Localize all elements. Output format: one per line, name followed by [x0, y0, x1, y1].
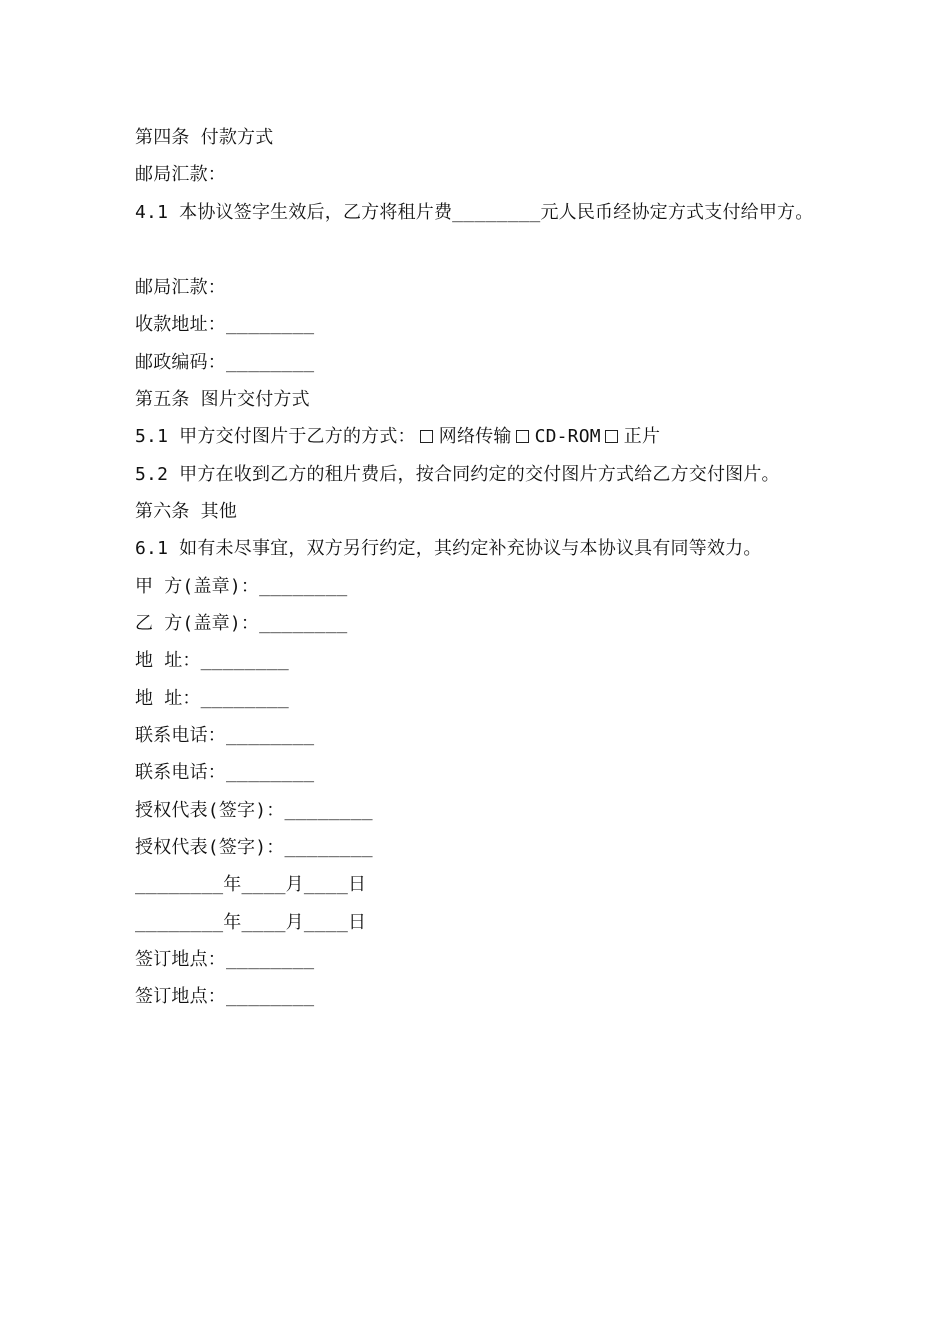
clause-6-1: 6.1 如有未尽事宜，双方另行约定，其约定补充协议与本协议具有同等效力。	[135, 538, 762, 559]
clause-5-1-prefix: 5.1 甲方交付图片于乙方的方式：	[135, 426, 416, 447]
party-b-seal: 乙 方(盖章)：________	[135, 613, 348, 634]
party-a-seal: 甲 方(盖章)：________	[135, 576, 348, 597]
article4-heading: 第四条 付款方式	[135, 127, 274, 148]
option-cdrom: CD-ROM	[534, 426, 601, 447]
representative-a: 授权代表(签字)：________	[135, 800, 373, 821]
article5-heading: 第五条 图片交付方式	[135, 389, 310, 410]
postcode-field: 邮政编码：________	[135, 352, 315, 373]
phone-b: 联系电话：________	[135, 762, 315, 783]
clause-5-2: 5.2 甲方在收到乙方的租片费后，按合同约定的交付图片方式给乙方交付图片。	[135, 464, 780, 485]
option-network: 网络传输	[438, 426, 512, 447]
option-slide: 正片	[623, 426, 661, 447]
representative-b: 授权代表(签字)：________	[135, 837, 373, 858]
signing-place-a: 签订地点：________	[135, 949, 315, 970]
date-b: ________年____月____日	[135, 912, 367, 933]
address-b: 地 址：________	[135, 688, 289, 709]
address-a: 地 址：________	[135, 650, 289, 671]
payee-address-field: 收款地址：________	[135, 314, 315, 335]
checkbox-network	[420, 430, 433, 443]
remit-label: 邮局汇款：	[135, 277, 226, 298]
clause-4-1: 4.1 本协议签字生效后，乙方将租片费________元人民币经协定方式支付给甲方。	[135, 202, 814, 223]
checkbox-slide	[605, 430, 618, 443]
signing-place-b: 签订地点：________	[135, 986, 315, 1007]
date-a: ________年____月____日	[135, 874, 367, 895]
checkbox-cdrom	[516, 430, 529, 443]
phone-a: 联系电话：________	[135, 725, 315, 746]
clause-5-1	[135, 425, 660, 449]
remit-label: 邮局汇款：	[135, 164, 226, 185]
article6-heading: 第六条 其他	[135, 501, 238, 522]
